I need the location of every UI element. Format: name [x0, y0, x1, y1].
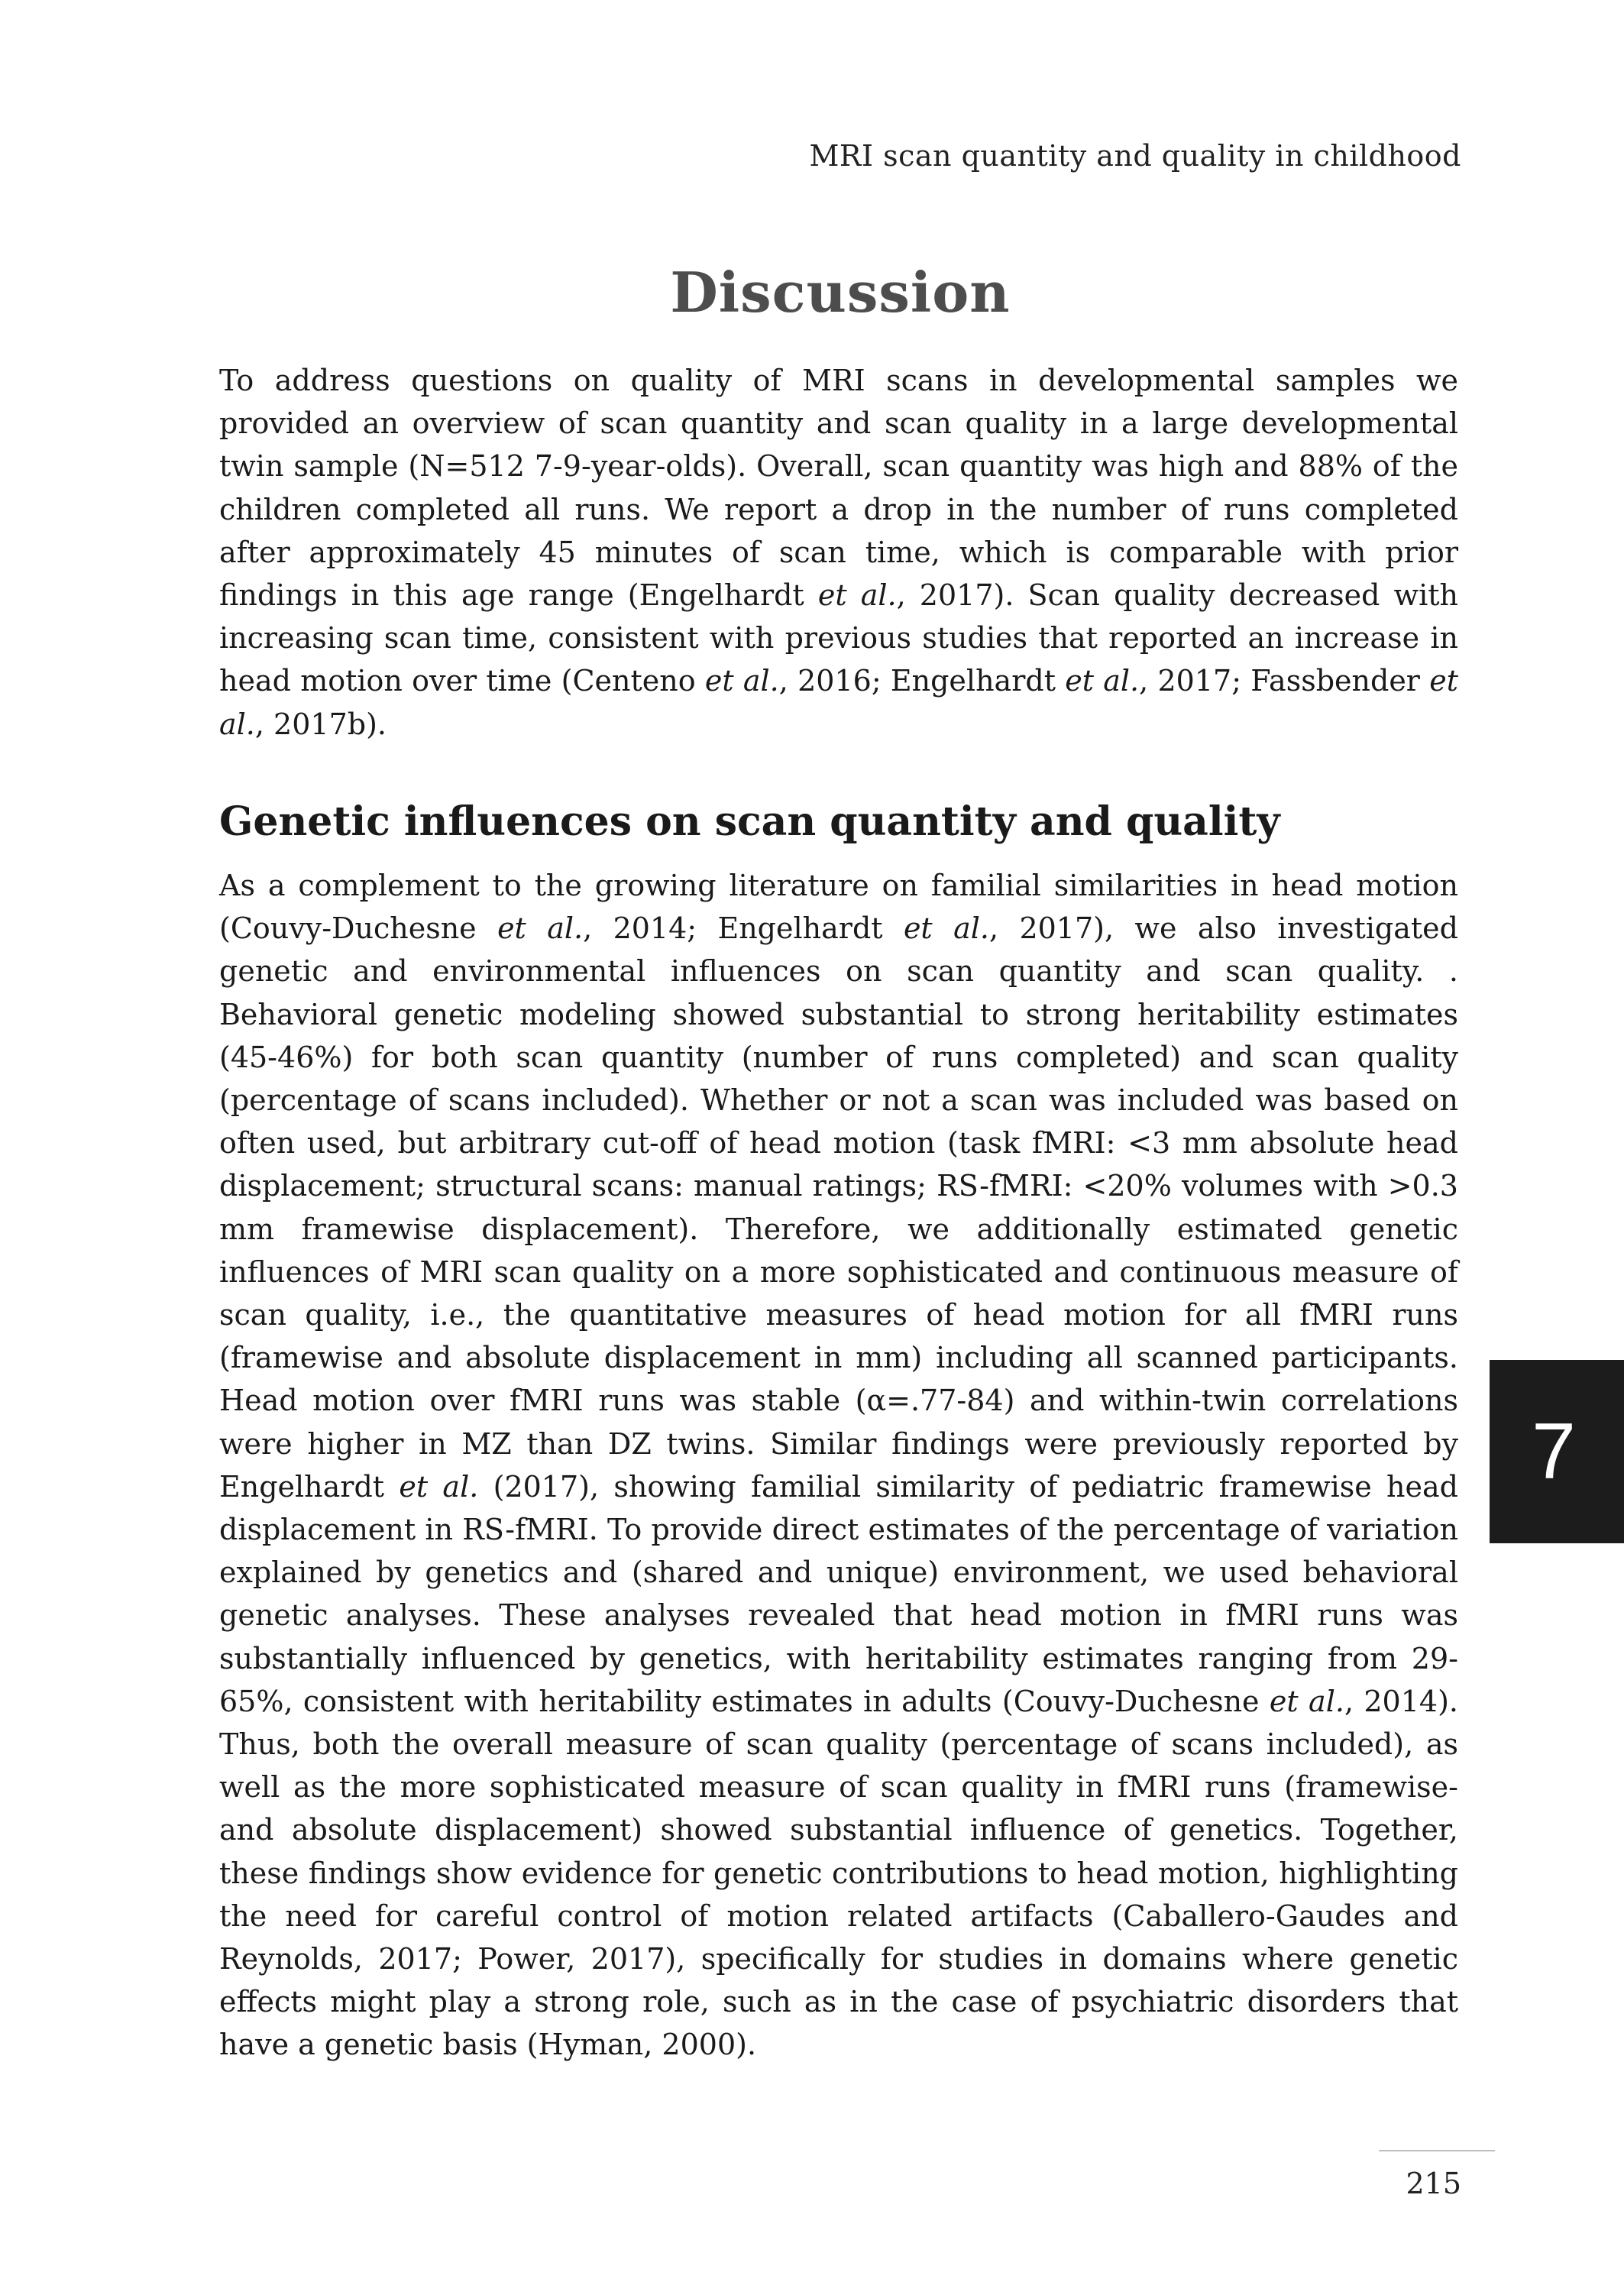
footer-divider	[1379, 2150, 1495, 2151]
citation-et-al: et al.	[497, 911, 584, 946]
citation-et-al: et al.	[704, 664, 779, 698]
genetic-text: As a complement to the growing literature on familial similarities in head motion (Couvy-Duchesne	[219, 869, 1458, 946]
intro-text: To address questions on quality of MRI scans in developmental samples we provided an overview of scan quantity and scan quality in a large developmental twin sample (N=512 7-9-year-olds). Overall, scan quantity was high and 88% of the children completed all runs. We report a drop in the number of runs completed after approximately 45 minutes of scan time, which is comparable with prior findings in this age range (Engelhardt	[219, 364, 1458, 613]
citation-et-al: et al.	[219, 664, 1459, 741]
citation-et-al: et al.	[399, 1469, 479, 1504]
citation-et-al: et al.	[1269, 1684, 1344, 1718]
genetic-paragraph	[219, 864, 1458, 2067]
running-head: MRI scan quantity and quality in childhood	[809, 139, 1461, 173]
intro-paragraph	[219, 359, 1458, 746]
page-number: 215	[1406, 2167, 1461, 2200]
chapter-number: 7	[1532, 1407, 1576, 1496]
intro-text: , 2017; Fassbender	[1139, 664, 1430, 698]
genetic-text: , 2014; Engelhardt	[583, 911, 904, 946]
intro-text: , 2017). Scan quality decreased with increasing scan time, consistent with previous studies that reported an increase in head motion over time (Centeno	[219, 578, 1458, 698]
citation-et-al: et al.	[817, 578, 897, 613]
chapter-tab	[1490, 1360, 1624, 1543]
subsection-title: Genetic influences on scan quantity and quality	[219, 798, 1280, 845]
citation-et-al: et al.	[903, 911, 989, 946]
section-title: Discussion	[670, 260, 1011, 325]
genetic-text: (2017), showing familial similarity of pediatric framewise head displacement in RS-fMRI. To provide direct estimates of the percentage of variation explained by genetics and (shared and unique) environment, we used behavioral genetic analyses. These analyses revealed that head motion in fMRI runs was substantially influenced by genetics, with heritability estimates ranging from 29-65%, consistent with heritability estimates in adults (Couvy-Duchesne	[219, 1469, 1458, 1718]
intro-text: , 2017b).	[254, 707, 387, 741]
genetic-text: , 2017), we also investigated genetic and environmental influences on scan quantity and scan quality. . Behavioral genetic modeling showed substantial to strong heritability estimates (45-46%) for both scan quantity (number of runs completed) and scan quality (percentage of scans included). Whether or not a scan was included was based on often used, but arbitrary cut-off of head motion (task fMRI: <3 mm absolute head displacement; structural scans: manual ratings; RS-fMRI: <20% volumes with >0.3 mm framewise displacement). Therefore, we additionally estimated genetic influences of MRI scan quality on a more sophisticated and continuous measure of scan quality, i.e., the quantitative measures of head motion for all fMRI runs (framewise and absolute displacement in mm) including all scanned participants. Head motion over fMRI runs was stable (α=.77-84) and within-twin correlations were higher in MZ than DZ twins. Similar findings were previously reported by Engelhardt	[219, 911, 1458, 1504]
genetic-text: , 2014). Thus, both the overall measure of scan quality (percentage of scans included), as well as the more sophisticated measure of scan quality in fMRI runs (framewise- and absolute displacement) showed substantial influence of genetics. Together, these findings show evidence for genetic contributions to head motion, highlighting the need for careful control of motion related artifacts (Caballero-Gaudes and Reynolds, 2017; Power, 2017), specifically for studies in domains where genetic effects might play a strong role, such as in the case of psychiatric disorders that have a genetic basis (Hyman, 2000).	[219, 1684, 1458, 2062]
intro-text: , 2016; Engelhardt	[778, 664, 1066, 698]
citation-et-al: et al.	[1065, 664, 1140, 698]
